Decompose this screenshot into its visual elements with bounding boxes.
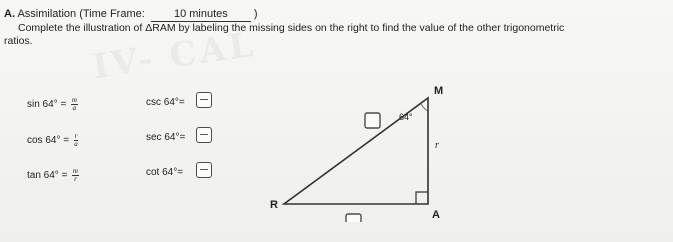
secant-answer-box[interactable] [196,127,212,143]
cosecant-equation [146,98,185,108]
side-ma-label: r [435,140,439,151]
watermark: IV- CAL [90,24,259,88]
cosecant-answer-box[interactable] [196,92,212,108]
cosine-numerator: r [74,132,78,140]
tangent-denominator: r [74,175,77,183]
sine-label: sin 64° = [27,98,67,110]
instruction-line-2: ratios. [4,35,33,47]
cotangent-answer-box[interactable] [196,162,212,178]
cotangent-label: cot 64°= [146,167,184,178]
cotangent-equation [146,168,183,178]
vertex-a-label: A [432,209,440,221]
tangent-label: tan 64° = [27,169,68,181]
triangle-ram-diagram [262,82,462,222]
tangent-equation [27,168,79,183]
tangent-numerator: m [72,167,78,175]
hypotenuse-answer-box[interactable] [365,113,380,128]
vertex-r-label: R [270,199,278,211]
right-angle-marker [416,192,428,204]
base-answer-box[interactable] [346,214,361,222]
sine-numerator: m [71,96,77,104]
sine-equation [27,97,78,112]
cosecant-label: csc 64°= [146,97,185,108]
cosine-equation [27,133,78,148]
angle-arc [421,104,428,111]
vertex-m-label: M [434,85,444,97]
time-frame-value: 10 minutes [151,8,251,22]
instruction-line-1: Complete the illustration of ΔRAM by labeling the missing sides on the right to find the value of the other trigonometric [18,22,565,34]
tangent-fraction [72,168,79,183]
section-closing: ) [253,8,258,20]
sine-fraction [71,97,78,112]
angle-64-label: 64° [399,112,413,122]
section-part-label: A. [4,8,15,20]
section-title: Assimilation (Time Frame: [17,8,145,20]
secant-label: sec 64°= [146,132,186,143]
secant-equation [146,133,185,143]
cosine-label: cos 64° = [27,134,70,146]
cosine-denominator: a [74,140,78,148]
section-header [4,8,258,22]
sine-denominator: a [72,104,77,112]
cosine-fraction [74,133,79,148]
